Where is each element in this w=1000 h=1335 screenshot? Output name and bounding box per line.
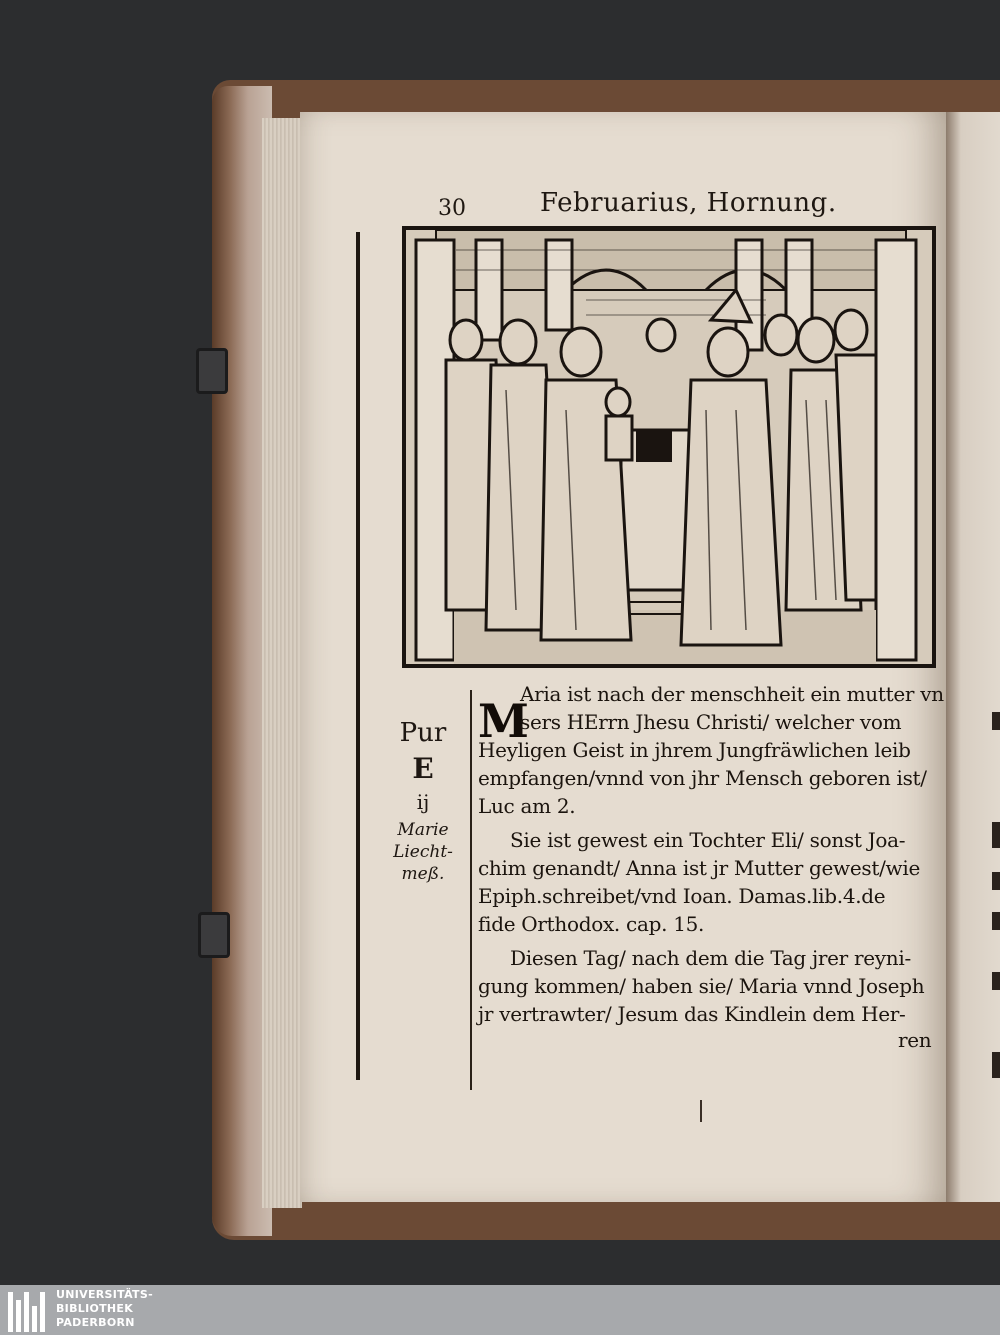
text-line: sers HErrn Jhesu Christi/ welcher vom [520, 710, 902, 734]
text-line: jr vertrawter/ Jesum das Kindlein dem Her- [478, 1002, 906, 1026]
library-name-line1: UNIVERSITÄTS- [56, 1288, 153, 1301]
library-name-line3: PADERBORN [56, 1316, 135, 1329]
clasp-bottom-icon [198, 912, 230, 958]
text-line: fide Orthodox. cap. 15. [478, 912, 705, 936]
margin-letter: E [412, 752, 434, 785]
text-line: Heyligen Geist in jhrem Jungfräwlichen leib [478, 738, 911, 762]
text-column-rule [470, 690, 472, 1090]
text-line: chim genandt/ Anna ist jr Mutter gewest/wie [478, 856, 920, 880]
margin-pur: Pur [399, 718, 447, 748]
facing-page-edge [946, 112, 1000, 1202]
text-line: Luc am 2. [478, 794, 576, 818]
page-number: 30 [438, 196, 466, 221]
text-line: gung kommen/ haben sie/ Maria vnnd Joseph [478, 974, 925, 998]
margin-liecht: Liecht- [393, 842, 453, 862]
library-logo-icon [8, 1288, 48, 1332]
presentation-woodcut-icon [402, 226, 936, 668]
clasp-top-icon [196, 348, 228, 394]
margin-numeral: ij [416, 790, 430, 814]
margin-mess: meß. [401, 864, 445, 884]
library-name [56, 1288, 153, 1330]
text-line: Diesen Tag/ nach dem die Tag jrer reyni- [510, 946, 911, 970]
page-mark [700, 1100, 702, 1122]
library-name-line2: BIBLIOTHEK [56, 1302, 134, 1315]
text-line: empfangen/vnnd von jhr Mensch geboren ist/ [478, 766, 927, 790]
text-line: Sie ist gewest ein Tochter Eli/ sonst Joa- [510, 828, 906, 852]
text-line: Aria ist nach der menschheit ein mutter vn [520, 682, 944, 706]
page-stack [262, 118, 302, 1208]
running-head: Februarius, Hornung. [540, 188, 837, 218]
margin-rule [356, 232, 360, 1080]
text-line: ren [898, 1028, 932, 1052]
margin-marie: Marie [397, 820, 449, 840]
text-line: Epiph.schreibet/vnd Ioan. Damas.lib.4.de [478, 884, 886, 908]
drop-cap: M [478, 694, 529, 748]
